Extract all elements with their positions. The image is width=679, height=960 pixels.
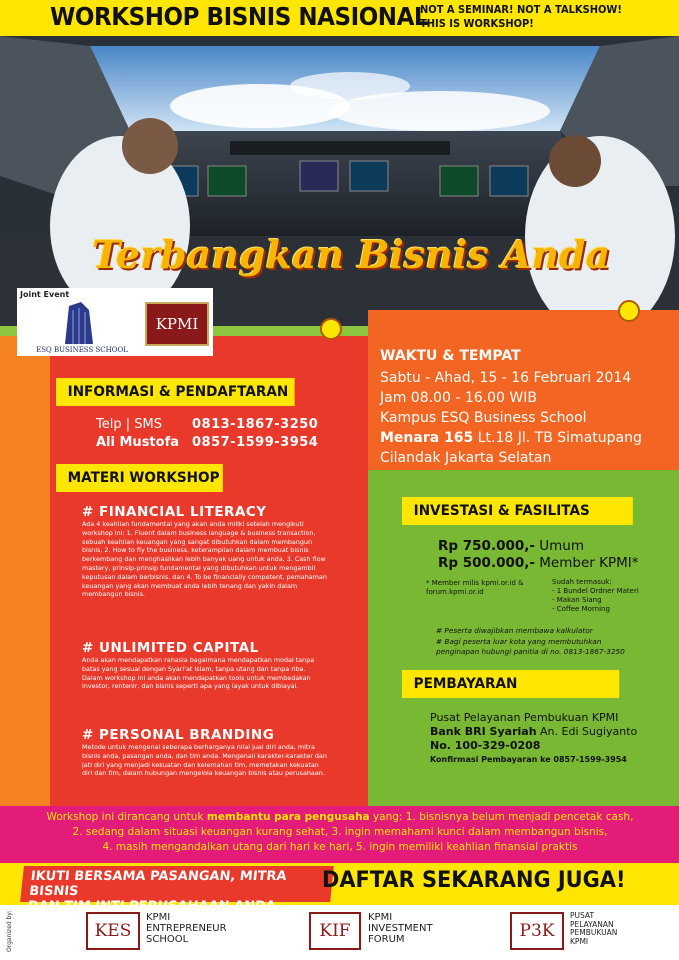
included-heading: Sudah termasuk:	[552, 578, 612, 586]
joint-event-panel	[17, 288, 213, 356]
esq-building-icon	[23, 300, 133, 346]
joint-event-label: Joint Event	[20, 290, 70, 299]
member-note: * Member milis kpmi.or.id & forum.kpmi.or.id	[426, 579, 524, 596]
price-label: Member KPMI*	[534, 555, 639, 571]
kif-logo: KIF	[309, 912, 361, 950]
included-item: - 1 Bundel Ordner Materi	[552, 587, 639, 595]
esq-business-school-label: ESQ BUSINESS SCHOOL	[36, 346, 128, 354]
note-line: # Bagi peserta luar kota yang membutuhkan	[436, 636, 602, 646]
payment-bank	[430, 725, 637, 739]
payment-info	[430, 711, 637, 767]
price-label: Umum	[534, 538, 585, 554]
price-amount: Rp 500.000,-	[438, 555, 535, 571]
org-name-line: PUSAT	[570, 911, 595, 920]
pembayaran-heading: PEMBAYARAN	[402, 670, 619, 698]
kif-name	[368, 912, 433, 945]
materi-heading: MATERI WORKSHOP	[56, 464, 223, 492]
org-name-line: ENTREPRENEUR	[146, 923, 227, 934]
contact-phone: 0857-1599-3954	[192, 435, 319, 450]
kpmi-logo: KPMI	[145, 302, 209, 346]
hero-slogan: Terbangkan Bisnis Anda	[92, 232, 611, 277]
kes-name	[146, 912, 227, 945]
schedule-city: Cilandak Jakarta Selatan	[380, 450, 552, 466]
schedule-address	[380, 428, 642, 448]
price-member	[438, 555, 638, 571]
orange-side-block	[0, 336, 50, 808]
org-name-line: SCHOOL	[146, 934, 189, 945]
kes-logo: KES	[86, 912, 140, 950]
arrow-left-icon	[618, 300, 640, 322]
section-title-personal-branding: # PERSONAL BRANDING	[82, 727, 275, 743]
audience-line-2: 2. sedang dalam situasi keuangan kurang sehat, 3. ingin memahami kunci dalam membangun bisnis,	[72, 826, 608, 838]
org-name-line: KPMI	[570, 936, 589, 946]
register-now-cta[interactable]: DAFTAR SEKARANG JUGA!	[322, 868, 626, 893]
note-line: # Peserta diwajibkan membawa kalkulator	[436, 626, 593, 635]
contact-info	[96, 416, 318, 452]
schedule-heading: WAKTU & TEMPAT	[380, 348, 521, 364]
price-general	[438, 538, 584, 554]
section-body-unlimited-capital: Anda akan mendapatkan rahasia bagaimana mendapatkan modal tanpa batas yang sesuai dengan Syari'at Islam, tanpa utang dan tanpa riba. Dalam workshop ini anda akan mendapatkan tools untuk membedakan investor, rentenir, dan bisnis seperti apa yang layak untuk dibiayai.	[82, 656, 315, 691]
included-facilities	[552, 578, 639, 614]
target-audience-text	[10, 810, 670, 855]
section-title-financial-literacy: # FINANCIAL LITERACY	[82, 504, 267, 520]
section-body-personal-branding: Metode untuk mengenal seberapa berharganya nilai jual diri anda, mitra bisnis anda, pasangan anda, dan tim anda. Mengenali karakter-karakter dan jati diri yang menjadi kekuatan dan kelemahan tim, memetakan kekuatan diri dan tim, dalam hubungan mengelola keuangan bisnis atau perusahaan.	[82, 743, 327, 778]
event-schedule	[380, 346, 642, 468]
contact-row	[96, 434, 318, 452]
info-heading: INFORMASI & PENDAFTARAN	[56, 378, 295, 406]
included-item: - Makan Siang	[552, 596, 602, 604]
organized-by-label: Organized by:	[6, 910, 13, 952]
tagline-line-2: THIS IS WORKSHOP!	[420, 17, 534, 30]
contact-row	[96, 416, 318, 434]
org-name-line: FORUM	[368, 934, 405, 945]
participant-notes	[436, 626, 625, 658]
bank-name: Bank BRI Syariah	[430, 725, 537, 738]
p3k-name	[570, 912, 617, 946]
contact-phone: 0813-1867-3250	[192, 417, 319, 432]
org-name-line: PELAYANAN	[570, 919, 614, 929]
p3k-logo: P3K	[510, 912, 564, 950]
schedule-venue: Kampus ESQ Business School	[380, 410, 587, 426]
org-name-line: INVESTMENT	[368, 923, 433, 934]
account-holder: An. Edi Sugiyanto	[536, 725, 638, 738]
audience-line-1	[10, 810, 670, 825]
schedule-building: Menara 165	[380, 430, 474, 446]
schedule-time: Jam 08.00 - 16.00 WIB	[380, 390, 537, 406]
contact-label: Telp | SMS	[96, 417, 162, 432]
schedule-street: Lt.18 Jl. TB Simatupang	[473, 430, 642, 446]
audience-line-3: 4. masih mengandalkan utang dari hari ke hari, 5. ingin memiliki keahlian finansial praktis	[102, 841, 578, 853]
tagline-line-1: NOT A SEMINAR! NOT A TALKSHOW!	[420, 3, 622, 16]
esq-logo	[23, 300, 133, 354]
chevron-down-icon	[320, 318, 342, 340]
audience-point-1: yang: 1. bisnisnya belum menjadi pencetak cash,	[369, 811, 634, 823]
section-body-financial-literacy: Ada 4 keahlian fundamental yang akan anda miliki setelah mengikuti workshop ini: 1. Fluent dalam business language & business transaction, sebuah keahlian keuangan yang sangat dibutuhkan dalam membangun bisnis, 2. How to fly the business, keterampilan dalam membuat bisnis berkembang dan menghasilkan lebih banyak uang untuk anda, 3. Cash flow mastery, prinsip-prinsip fundamental yang dibutuhkan untuk mengambil keputusan dalam berbisnis, dan 4. To be financially competent, pemahaman keuangan yang akan membuat anda lebih tenang dan yakin dalam membangun bisnis.	[82, 520, 327, 599]
note-line: penginapan hubungi panitia di no. 0813-1867-3250	[436, 647, 625, 656]
page-title: WORKSHOP BISNIS NASIONAL	[50, 2, 429, 31]
account-number: No. 100-329-0208	[430, 739, 541, 752]
org-name-line: PEMBUKUAN	[570, 928, 618, 937]
price-amount: Rp 750.000,-	[438, 538, 535, 554]
ikuti-line-1: IKUTI BERSAMA PASANGAN, MITRA BISNIS	[28, 869, 288, 899]
investasi-heading: INVESTASI & FASILITAS	[402, 497, 633, 525]
cockpit-photo	[0, 36, 679, 326]
payment-recipient: Pusat Pelayanan Pembukuan KPMI	[430, 711, 619, 724]
payment-confirmation: Konfirmasi Pembayaran ke 0857-1599-3954	[430, 755, 627, 764]
cockpit-illustration	[0, 36, 679, 326]
audience-highlight: membantu para pengusaha	[206, 811, 370, 823]
section-title-unlimited-capital: # UNLIMITED CAPITAL	[82, 640, 259, 656]
org-name-line: KPMI	[146, 912, 171, 923]
audience-intro: Workshop ini dirancang untuk	[46, 811, 207, 823]
org-name-line: KPMI	[368, 912, 393, 923]
header-tagline	[420, 3, 622, 31]
included-item: - Coffee Morning	[552, 605, 610, 613]
schedule-date: Sabtu - Ahad, 15 - 16 Februari 2014	[380, 370, 632, 386]
contact-label: Ali Mustofa	[96, 435, 180, 450]
ikuti-banner	[20, 866, 334, 902]
